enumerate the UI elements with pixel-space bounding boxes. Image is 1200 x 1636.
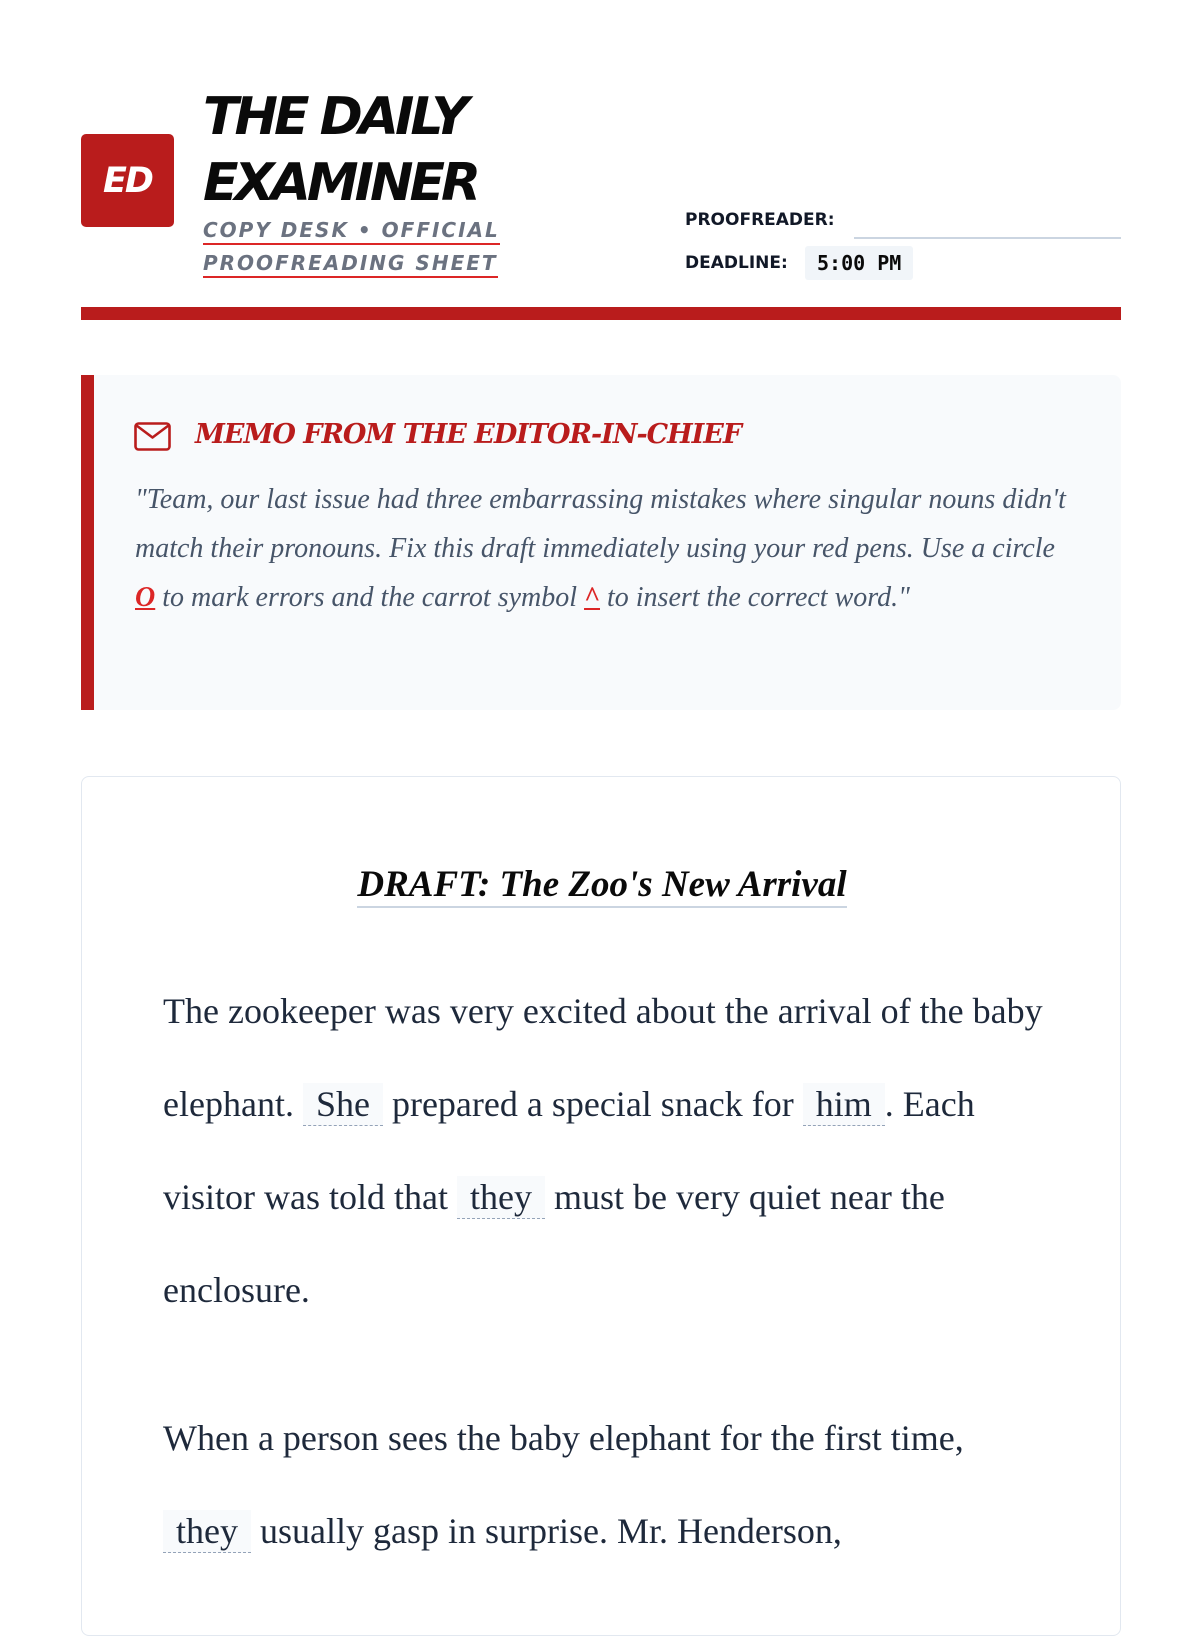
header [81, 0, 1121, 320]
caret-symbol: ^ [584, 582, 600, 613]
memo-body [135, 475, 1075, 622]
p1-text-1: The zookeeper was very excited about the arrival of the baby elephant. [163, 991, 1043, 1124]
draft-title [82, 863, 1122, 906]
tagline [203, 214, 523, 280]
pronoun-slot[interactable]: they [163, 1510, 251, 1553]
proofreading-sheet [81, 0, 1121, 1551]
draft-paragraph-1 [163, 965, 1043, 1337]
logo-initials: ED [103, 160, 152, 201]
envelope-icon [134, 422, 171, 451]
draft-title-text: DRAFT: The Zoo's New Arrival [357, 864, 846, 908]
masthead-title [203, 84, 623, 216]
deadline-value: 5:00 PM [805, 246, 913, 280]
proofreader-field[interactable] [854, 237, 1121, 239]
proofreader-label: PROOFREADER: [685, 210, 835, 230]
pronoun-slot[interactable]: they [457, 1176, 545, 1219]
p1-text-4: must be very quiet near the enclosure. [163, 1177, 945, 1310]
header-divider [81, 307, 1121, 320]
p2-text-2: usually gasp in surprise. Mr. Henderson, [250, 1511, 842, 1551]
logo [81, 134, 174, 227]
masthead-line-2: EXAMINER [203, 153, 478, 213]
draft-card [81, 776, 1121, 1636]
memo-title: MEMO FROM THE EDITOR-IN-CHIEF [195, 419, 742, 450]
tagline-line-2: PROOFREADING SHEET [203, 251, 498, 278]
pronoun-slot[interactable]: She [303, 1083, 383, 1126]
deadline-label: DEADLINE: [685, 253, 788, 273]
memo-text-3: to insert the correct word." [600, 582, 910, 613]
p2-text-1: When a person sees the baby elephant for the first time, [163, 1418, 964, 1458]
draft-paragraph-2 [163, 1392, 1043, 1578]
editor-memo [81, 375, 1121, 710]
memo-text-2: to mark errors and the carrot symbol [155, 582, 585, 613]
pronoun-slot[interactable]: him [803, 1083, 885, 1126]
circle-symbol: O [135, 582, 156, 613]
tagline-line-1: COPY DESK • OFFICIAL [203, 218, 500, 245]
p1-text-3: . Each visitor was told that [163, 1084, 975, 1217]
memo-text-1: "Team, our last issue had three embarrassing mistakes where singular nouns didn't match their pronouns. Fix this draft immediately using your red pens. Use a circle [135, 484, 1066, 564]
masthead-line-1: THE DAILY [203, 87, 466, 147]
p1-text-2: prepared a special snack for [382, 1084, 803, 1124]
